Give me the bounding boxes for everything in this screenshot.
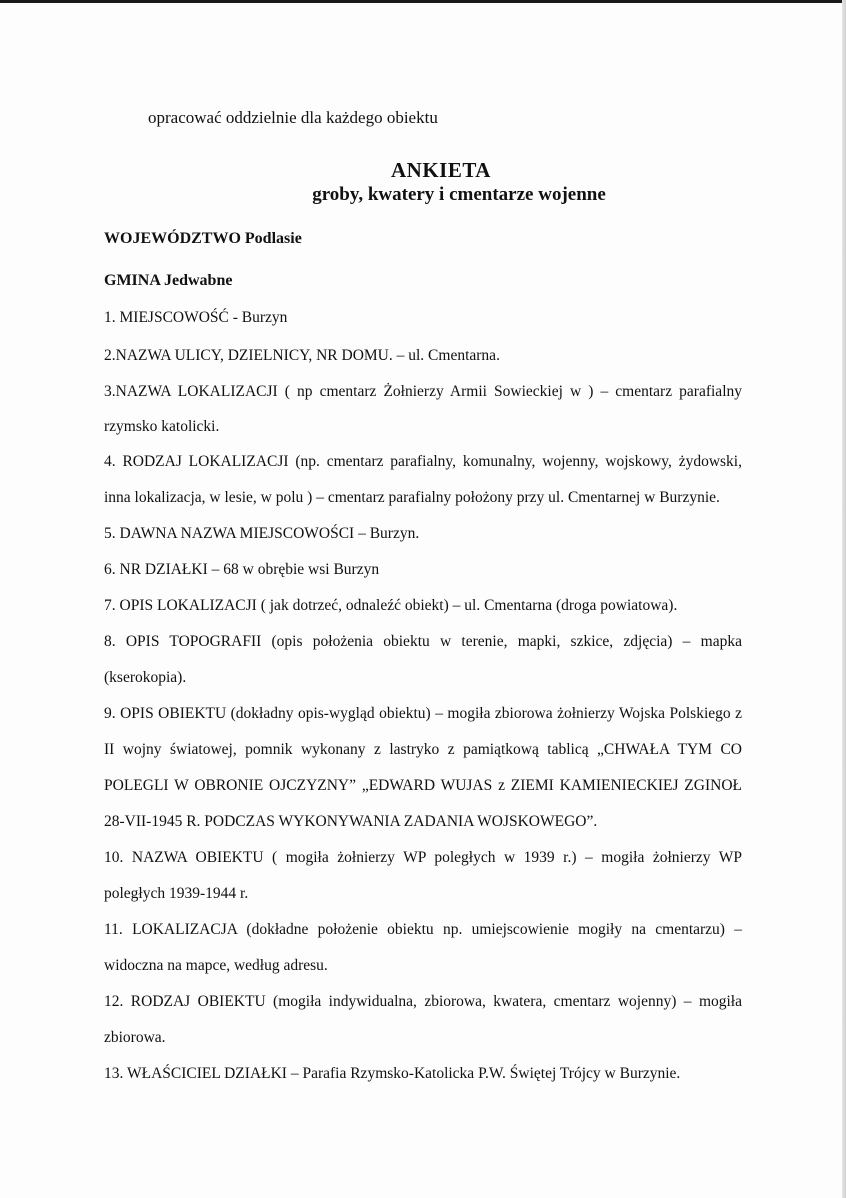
- scan-top-edge: [0, 0, 846, 3]
- voivodeship-field: WOJEWÓDZTWO Podlasie: [104, 230, 302, 247]
- item-8-topography-cont: (kserokopia).: [104, 669, 187, 686]
- item-3-location-name: 3.NAZWA LOKALIZACJI ( np cmentarz Żołnierzy Armii Sowieckiej w ) – cmentarz parafialny: [104, 383, 742, 400]
- item-10-object-name-cont: poległych 1939-1944 r.: [104, 885, 249, 902]
- item-9-object-description-cont-3: 28-VII-1945 R. PODCZAS WYKONYWANIA ZADANIA WOJSKOWEGO”.: [104, 813, 598, 830]
- item-4-location-type-cont: inna lokalizacja, w lesie, w polu ) – cmentarz parafialny położony przy ul. Cmentarnej w Burzynie.: [104, 489, 720, 506]
- item-13-plot-owner: 13. WŁAŚCICIEL DZIAŁKI – Parafia Rzymsko-Katolicka P.W. Świętej Trójcy w Burzynie.: [104, 1065, 681, 1082]
- item-11-location: 11. LOKALIZACJA (dokładne położenie obiektu np. umiejscowienie mogiły na cmentarzu) –: [104, 921, 742, 938]
- item-2-street: 2.NAZWA ULICY, DZIELNICY, NR DOMU. – ul. Cmentarna.: [104, 347, 500, 364]
- item-12-object-type: 12. RODZAJ OBIEKTU (mogiła indywidualna, zbiorowa, kwatera, cmentarz wojenny) – mogiła: [104, 993, 742, 1010]
- item-3-location-name-cont: rzymsko katolicki.: [104, 418, 220, 435]
- item-5-former-name: 5. DAWNA NAZWA MIEJSCOWOŚCI – Burzyn.: [104, 525, 420, 542]
- item-10-object-name: 10. NAZWA OBIEKTU ( mogiła żołnierzy WP poległych w 1939 r.) – mogiła żołnierzy WP: [104, 849, 742, 866]
- document-title: ANKIETA: [391, 158, 491, 182]
- item-9-object-description-cont-1: II wojny światowej, pomnik wykonany z lastryko z pamiątkową tablicą „CHWAŁA TYM CO: [104, 741, 742, 758]
- item-9-object-description-cont-2: POLEGLI W OBRONIE OJCZYZNY” „EDWARD WUJAS z ZIEMI KAMIENIECKIEJ ZGINOŁ: [104, 777, 742, 794]
- item-7-location-description: 7. OPIS LOKALIZACJI ( jak dotrzeć, odnaleźć obiekt) – ul. Cmentarna (droga powiatowa).: [104, 597, 678, 614]
- item-4-location-type: 4. RODZAJ LOKALIZACJI (np. cmentarz parafialny, komunalny, wojenny, wojskowy, żydowski,: [104, 453, 742, 470]
- item-9-object-description: 9. OPIS OBIEKTU (dokładny opis-wygląd obiektu) – mogiła zbiorowa żołnierzy Wojska Polskiego z: [104, 705, 742, 722]
- item-11-location-cont: widoczna na mapce, według adresu.: [104, 957, 328, 974]
- document-subtitle: groby, kwatery i cmentarze wojenne: [312, 184, 606, 205]
- item-6-plot-number: 6. NR DZIAŁKI – 68 w obrębie wsi Burzyn: [104, 561, 380, 578]
- item-12-object-type-cont: zbiorowa.: [104, 1029, 166, 1046]
- item-8-topography: 8. OPIS TOPOGRAFII (opis położenia obiektu w terenie, mapki, szkice, zdjęcia) – mapka: [104, 633, 742, 650]
- instruction-note: opracować oddzielnie dla każdego obiektu: [148, 108, 438, 127]
- commune-field: GMINA Jedwabne: [104, 272, 233, 289]
- item-1-locality: 1. MIEJSCOWOŚĆ - Burzyn: [104, 309, 288, 326]
